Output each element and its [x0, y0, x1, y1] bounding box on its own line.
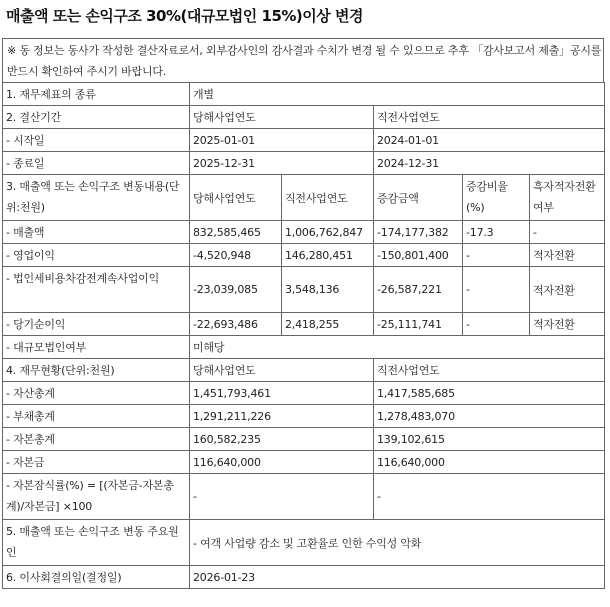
turnaround-value: - [530, 221, 605, 244]
rate-value: - [463, 267, 530, 313]
section3-label: 3. 매출액 또는 손익구조 변동내용(단위:천원) [3, 175, 190, 221]
rate-value: -17.3 [463, 221, 530, 244]
statement-type-value: 개별 [190, 83, 605, 106]
row-label: 2. 결산기간 [3, 106, 190, 129]
page-title: 매출액 또는 손익구조 30%(대규모법인 15%)이상 변경 [6, 7, 363, 25]
row-operating-income [3, 244, 605, 267]
prior-value: - [374, 474, 605, 520]
col-current: 당해사업연도 [190, 175, 282, 221]
prior-value: 139,102,615 [374, 428, 605, 451]
col-prior: 직전사업연도 [282, 175, 374, 221]
row-label: - 자본잠식률(%) = [(자본금-자본총계)/자본금] ×100 [3, 474, 190, 520]
row-label: - 종료일 [3, 152, 190, 175]
current-end: 2025-12-31 [190, 152, 374, 175]
reason-value: - 여객 사업량 감소 및 고환율로 인한 수익성 악화 [190, 520, 605, 566]
prior-year-header: 직전사업연도 [374, 359, 605, 382]
row-change-reason [3, 520, 605, 566]
col-change: 증감금액 [374, 175, 463, 221]
row-label: - 자본총계 [3, 428, 190, 451]
prior-value: 2,418,255 [282, 313, 374, 336]
turnaround-value: 적자전환 [530, 267, 605, 313]
current-year-header: 당해사업연도 [190, 106, 374, 129]
row-board-date [3, 566, 605, 589]
prior-value: 146,280,451 [282, 244, 374, 267]
change-value: -26,587,221 [374, 267, 463, 313]
prior-value: 1,006,762,847 [282, 221, 374, 244]
row-section3-header [3, 175, 605, 221]
row-label: - 당기순이익 [3, 313, 190, 336]
current-value: 160,582,235 [190, 428, 374, 451]
row-impairment-ratio [3, 474, 605, 520]
row-statement-type [3, 83, 605, 106]
row-total-equity [3, 428, 605, 451]
turnaround-value: 적자전환 [530, 313, 605, 336]
large-corp-value: 미해당 [190, 336, 605, 359]
row-label: 6. 이사회결의일(결정일) [3, 566, 190, 589]
current-value: - [190, 474, 374, 520]
row-section4-header [3, 359, 605, 382]
prior-year-header: 직전사업연도 [374, 106, 605, 129]
current-value: -4,520,948 [190, 244, 282, 267]
row-label: 1. 재무제표의 종류 [3, 83, 190, 106]
row-capital-stock [3, 451, 605, 474]
change-value: -25,111,741 [374, 313, 463, 336]
current-start: 2025-01-01 [190, 129, 374, 152]
current-value: 1,291,211,226 [190, 405, 374, 428]
section4-label: 4. 재무현황(단위:천원) [3, 359, 190, 382]
row-label: - 매출액 [3, 221, 190, 244]
row-label: - 대규모법인여부 [3, 336, 190, 359]
change-value: -150,801,400 [374, 244, 463, 267]
row-end-date [3, 152, 605, 175]
row-label: - 법인세비용차감전계속사업이익 [3, 267, 190, 313]
turnaround-value: 적자전환 [530, 244, 605, 267]
row-total-liabilities [3, 405, 605, 428]
current-value: -23,039,085 [190, 267, 282, 313]
current-value: -22,693,486 [190, 313, 282, 336]
disclosure-notice: ※ 동 정보는 동사가 작성한 결산자료로서, 외부감사인의 감사결과 수치가 변경 될 수 있으므로 추후 「감사보고서 제출」공시를 반드시 확인하여 주시기 바랍니다. [2, 38, 604, 82]
row-revenue [3, 221, 605, 244]
current-value: 1,451,793,461 [190, 382, 374, 405]
current-value: 832,585,465 [190, 221, 282, 244]
prior-value: 1,278,483,070 [374, 405, 605, 428]
row-large-corp [3, 336, 605, 359]
current-value: 116,640,000 [190, 451, 374, 474]
row-label: - 영업이익 [3, 244, 190, 267]
rate-value: - [463, 313, 530, 336]
row-start-date [3, 129, 605, 152]
rate-value: - [463, 244, 530, 267]
col-rate: 증감비율(%) [463, 175, 530, 221]
prior-end: 2024-12-31 [374, 152, 605, 175]
row-label: - 부채총계 [3, 405, 190, 428]
prior-value: 3,548,136 [282, 267, 374, 313]
col-turnaround: 흑자적자전환여부 [530, 175, 605, 221]
change-value: -174,177,382 [374, 221, 463, 244]
row-net-income [3, 313, 605, 336]
row-label: 5. 매출액 또는 손익구조 변동 주요원인 [3, 520, 190, 566]
row-total-assets [3, 382, 605, 405]
row-label: - 자본금 [3, 451, 190, 474]
current-year-header: 당해사업연도 [190, 359, 374, 382]
board-date-value: 2026-01-23 [190, 566, 605, 589]
prior-value: 1,417,585,685 [374, 382, 605, 405]
row-label: - 시작일 [3, 129, 190, 152]
disclosure-table [2, 82, 605, 589]
row-period [3, 106, 605, 129]
prior-value: 116,640,000 [374, 451, 605, 474]
prior-start: 2024-01-01 [374, 129, 605, 152]
row-label: - 자산총계 [3, 382, 190, 405]
row-pretax-income [3, 267, 605, 313]
